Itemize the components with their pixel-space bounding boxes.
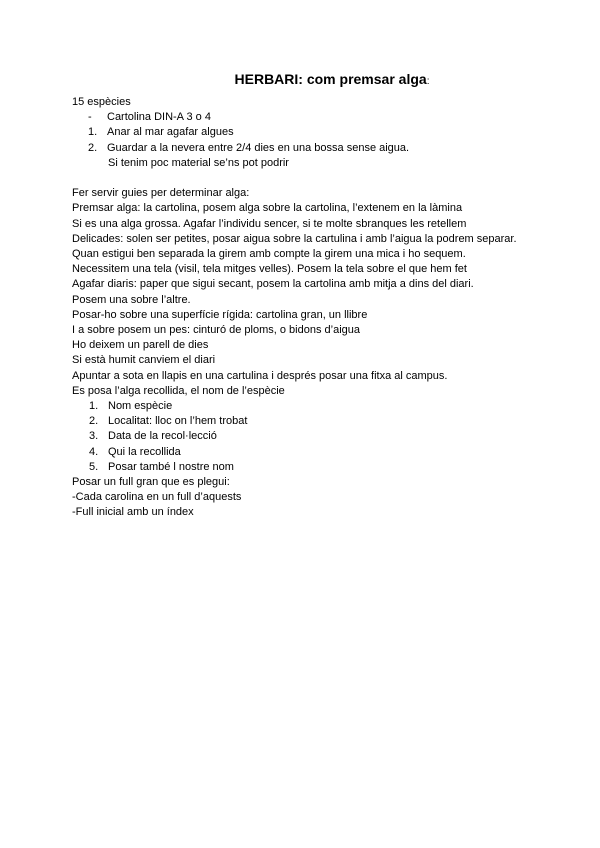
list-item-text: Data de la recol·lecció (108, 430, 217, 443)
list-marker: 3. (89, 430, 99, 443)
closing-line: -Full inicial amb un índex (72, 506, 194, 519)
closing-lines (72, 475, 552, 521)
list-item (72, 414, 552, 429)
list-item-text: Guardar a la nevera entre 2/4 dies en una bossa sense aigua. (107, 141, 410, 154)
paragraph-line: Ho deixem un parell de dies (72, 339, 209, 352)
paragraph-line: Es posa l’alga recollida, el nom de l’espècie (72, 384, 285, 397)
list-item (72, 110, 552, 125)
list-item-text: Qui la recollida (108, 445, 181, 458)
body-paragraphs (72, 186, 552, 399)
spacer (72, 171, 552, 186)
list-item-text: Cartolina DIN-A 3 o 4 (107, 111, 211, 124)
intro-line: 15 espècies (72, 96, 131, 108)
paragraph-line: Necessitem una tela (visil, tela mitges velles). Posem la tela sobre el que hem fet (72, 263, 467, 276)
paragraph-line: Posem una sobre l’altre. (72, 293, 191, 306)
list-item (72, 460, 552, 475)
list-marker: 1. (88, 126, 98, 139)
numbered-list (72, 399, 552, 475)
list-item (72, 429, 552, 444)
first-list (72, 110, 552, 171)
list-item (72, 399, 552, 414)
list-item-text: Localitat: lloc on l’hem trobat (108, 415, 248, 428)
list-marker: - (88, 111, 92, 124)
paragraph-line: Agafar diaris: paper que sigui secant, posem la cartolina amb mitja a dins del diari. (72, 278, 474, 291)
paragraph-line: I a sobre posem un pes: cinturó de ploms, o bidons d’aigua (72, 324, 361, 337)
title-tail: : (426, 76, 430, 87)
list-item-text: Nom espècie (108, 400, 173, 413)
list-marker: 2. (88, 141, 98, 154)
list-item (72, 445, 552, 460)
title-main: HERBARI: com premsar alga (234, 71, 427, 87)
list-item-text: Anar al mar agafar algues (107, 126, 234, 139)
closing-line: -Cada carolina en un full d’aquests (72, 491, 242, 504)
paragraph-line: Fer servir guies per determinar alga: (72, 187, 250, 200)
list-marker: 4. (89, 445, 99, 458)
list-marker: 2. (89, 415, 99, 428)
document-page (72, 70, 552, 521)
paragraph-line: Apuntar a sota en llapis en una cartulina i després posar una fitxa al campus. (72, 369, 448, 382)
paragraph-line: Posar-ho sobre una superfície rígida: cartolina gran, un llibre (72, 308, 368, 321)
paragraph-line: Si està humit canviem el diari (72, 354, 216, 367)
list-item (72, 141, 552, 156)
list-item-continuation: Si tenim poc material se’ns pot podrir (108, 156, 289, 169)
page-title (112, 70, 552, 91)
list-marker: 1. (89, 400, 99, 413)
list-item (72, 125, 552, 140)
closing-line: Posar un full gran que es plegui: (72, 476, 230, 489)
paragraph-line: Quan estigui ben separada la girem amb compte la girem una mica i ho sequem. (72, 248, 466, 261)
paragraph-line: Delicades: solen ser petites, posar aigua sobre la cartulina i amb l’aigua la podrem separar. (72, 232, 517, 245)
paragraph-line: Premsar alga: la cartolina, posem alga sobre la cartolina, l’extenem en la làmina (72, 202, 463, 215)
paragraph-line: Si es una alga grossa. Agafar l’individu sencer, si te molte sbranques les retellem (72, 217, 467, 230)
list-marker: 5. (89, 460, 99, 473)
list-item-text: Posar també l nostre nom (108, 460, 234, 473)
